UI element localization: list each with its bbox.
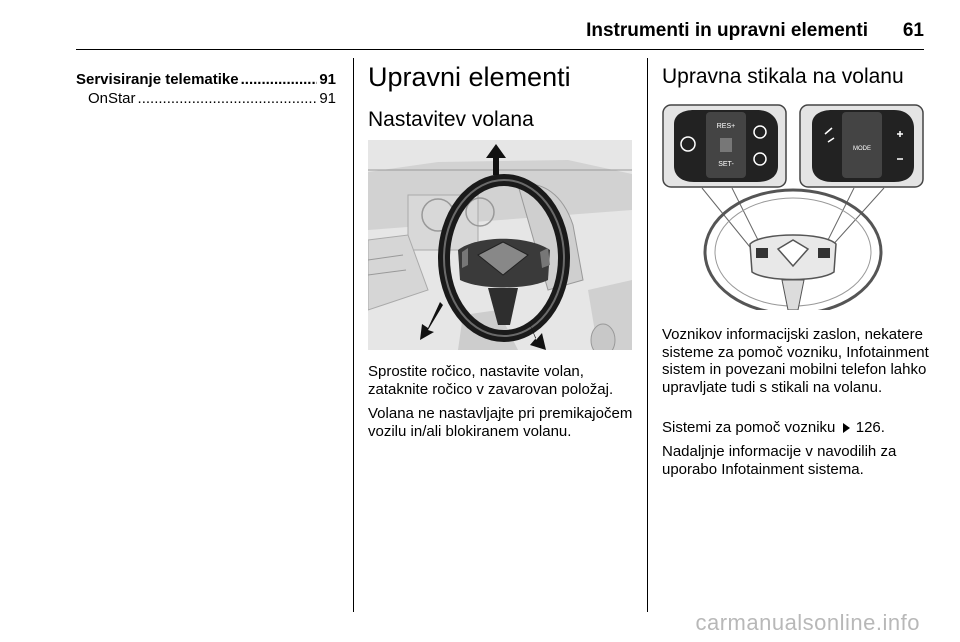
page-reference-icon xyxy=(843,423,850,433)
right-paragraph-2 xyxy=(662,419,930,437)
switch-label-res: RES+ xyxy=(716,123,736,130)
page-number: 61 xyxy=(902,20,924,41)
header-rule xyxy=(76,49,924,50)
page-header-title: Instrumenti in upravni elementi xyxy=(586,20,868,41)
toc-entry-telematics[interactable] xyxy=(76,71,336,88)
toc-page: 91 xyxy=(319,90,336,107)
toc-label: Servisiranje telematike xyxy=(76,71,239,88)
right-para2-page[interactable]: 126. xyxy=(855,419,885,436)
toc-leader-dots xyxy=(241,71,318,88)
steering-wheel-illustration xyxy=(368,140,632,350)
section-paragraph-2: Volana ne nastavljajte pri premikajočem vozilu in/ali blokiranem volanu. xyxy=(368,405,633,440)
section-title: Upravni elementi xyxy=(368,62,571,92)
toc-entry-onstar[interactable] xyxy=(76,90,336,107)
switch-label-mode: MODE xyxy=(853,146,871,152)
right-paragraph-1: Voznikov informacijski zaslon, nekatere sisteme za pomoč vozniku, Infotainment sistem in povezani mobilni telefon lahko upravljate tudi s stikali na volanu. xyxy=(662,326,929,396)
column-divider-2 xyxy=(647,58,648,612)
toc-page: 91 xyxy=(319,71,336,88)
column-divider-1 xyxy=(353,58,354,612)
subsection-title: Nastavitev volana xyxy=(368,108,534,131)
watermark: carmanualsonline.info xyxy=(695,610,920,635)
right-para2-text: Sistemi za pomoč vozniku xyxy=(662,419,836,436)
right-section-title: Upravna stikala na volanu xyxy=(662,65,904,88)
switch-label-set: SET- xyxy=(718,161,734,168)
toc-label: OnStar xyxy=(88,90,136,107)
section-paragraph-1: Sprostite ročico, nastavite volan, zataknite ročico v zavarovan položaj. xyxy=(368,363,614,398)
steering-switches-illustration xyxy=(662,104,924,310)
toc-leader-dots xyxy=(138,90,318,107)
right-paragraph-3: Nadaljnje informacije v navodilih za uporabo Infotainment sistema. xyxy=(662,443,897,478)
